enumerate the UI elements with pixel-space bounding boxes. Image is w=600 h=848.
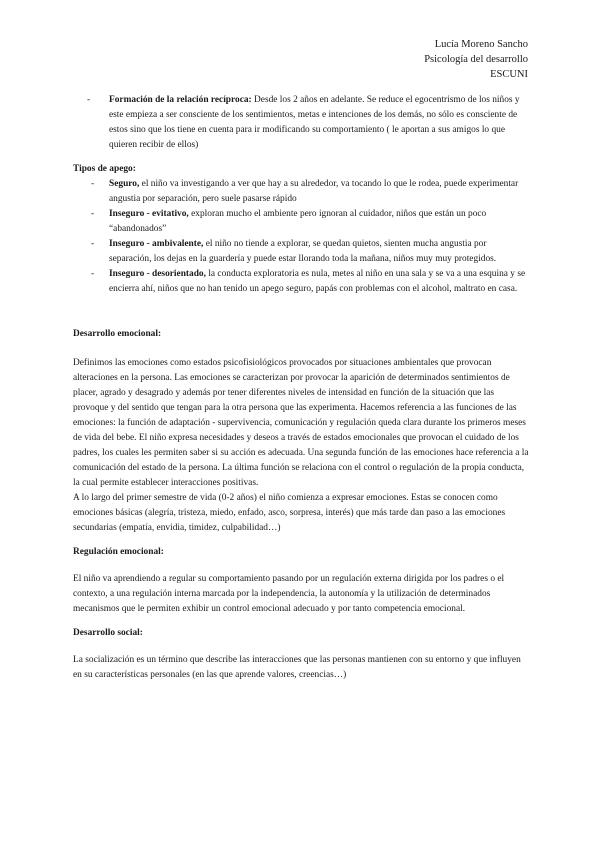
intro-list [73, 93, 529, 153]
emotional-development-paragraph-2: A lo largo del primer semestre de vida (0-2 años) el niño comienza a expresar emociones. Estas se conocen como emociones básicas (alegría, tristeza, miedo, enfado, asco, sorpresa, interés) que más tarde dan paso a las emociones secundarias (empatía, envidia, timidez, culpabilidad…) [73, 493, 506, 533]
attachment-item-text: el niño va investigando a ver que hay a su alrededor, va tocando lo que le rodea, puede experimentar angustia por separación, pero suele pasarse rápido [109, 179, 519, 204]
attachment-item-text: la conducta exploratoria es nula, metes al niño en una sala y se va a una esquina y se encierra ahí, niños que no han tenido un apego seguro, papás con problemas con el alcohol, maltrato en casa. [109, 269, 526, 294]
attachment-item-text: el niño no tiende a explorar, se quedan quietos, sienten mucha angustia por separación, los dejas en la guardería y puede estar llorando toda la mañana, niños muy muy protegidos. [109, 239, 497, 264]
emotional-regulation-heading: Regulación emocional: [73, 547, 164, 557]
attachment-heading: Tipos de apego: [73, 164, 136, 174]
attachment-item-title: Inseguro - ambivalente, [109, 239, 204, 249]
attachment-item-title: Inseguro - desorientado, [109, 269, 206, 279]
emotional-development-paragraph-1: Definimos las emociones como estados psicofisiológicos provocados por situaciones ambientales que provocan alteraciones en la persona. Las emociones se caracterizan por provocar la aparición de determinados sentimientos de placer, agrado y desagrado y además por tener diferentes niveles de intensidad en función de la situación que las provoque y del sentido que tengan para la otra persona que las experimenta. Hacemos referencia a las funciones de las emociones: la función de adaptación - supervivencia, comunicación y regulación queda clara durante los primeros meses de vida del bebe. El niño expresa necesidades y deseos a través de estados emocionales que provocan el cuidado de los padres, los cuales les permiten saber si su acción es adecuada. Una segunda función de las emociones hace referencia a la comunicación del estado de la persona. La última función se relaciona con el control o regulación de la propia conducta, la cual permite establecer interacciones positivas. [73, 358, 529, 488]
intro-list-item [73, 93, 529, 153]
attachment-item-secure [73, 177, 529, 207]
emotional-regulation-paragraph: El niño va aprendiendo a regular su comportamiento pasando por un regulación externa dirigida por los padres o el contexto, a una regulación interna marcada por la independencia, la autonomía y la utilización de determinados mecanismos que le permiten exhibir un control emocional adecuado y por tanto competencia emocional. [73, 574, 505, 614]
intro-item-text: Desde los 2 años en adelante. Se reduce el egocentrismo de los niños y este empieza a ser consciente de los sentimientos, metas e intenciones de los demás, no sólo es consciente de estos sino que los tiene en cuenta para ir modificando su comportamiento ( le aportan a sus amigos lo que quieren recibir de ellos) [109, 95, 520, 150]
attachment-item-disoriented [73, 267, 529, 297]
intro-item-title: Formación de la relación recíproca: [109, 95, 252, 105]
emotional-development-heading: Desarrollo emocional: [73, 329, 162, 339]
social-development-paragraph: La socialización es un término que describe las interacciones que las personas mantienen con su entorno y que influyen en su características personales (en las que aprende valores, creencias…) [73, 655, 521, 680]
attachment-item-avoidant [73, 207, 529, 237]
document-body [73, 93, 529, 683]
attachment-list [73, 177, 529, 297]
header-author: Lucía Moreno Sancho [434, 39, 528, 50]
attachment-item-text: exploran mucho el ambiente pero ignoran al cuidador, niños que están un poco “abandonados” [109, 209, 487, 234]
attachment-item-title: Inseguro - evitativo, [109, 209, 189, 219]
attachment-item-title: Seguro, [109, 179, 140, 189]
header-subject: Psicología del desarrollo [424, 54, 528, 65]
page-header [424, 37, 528, 82]
social-development-heading: Desarrollo social: [73, 628, 143, 638]
attachment-item-ambivalent [73, 237, 529, 267]
header-school: ESCUNI [490, 69, 528, 80]
